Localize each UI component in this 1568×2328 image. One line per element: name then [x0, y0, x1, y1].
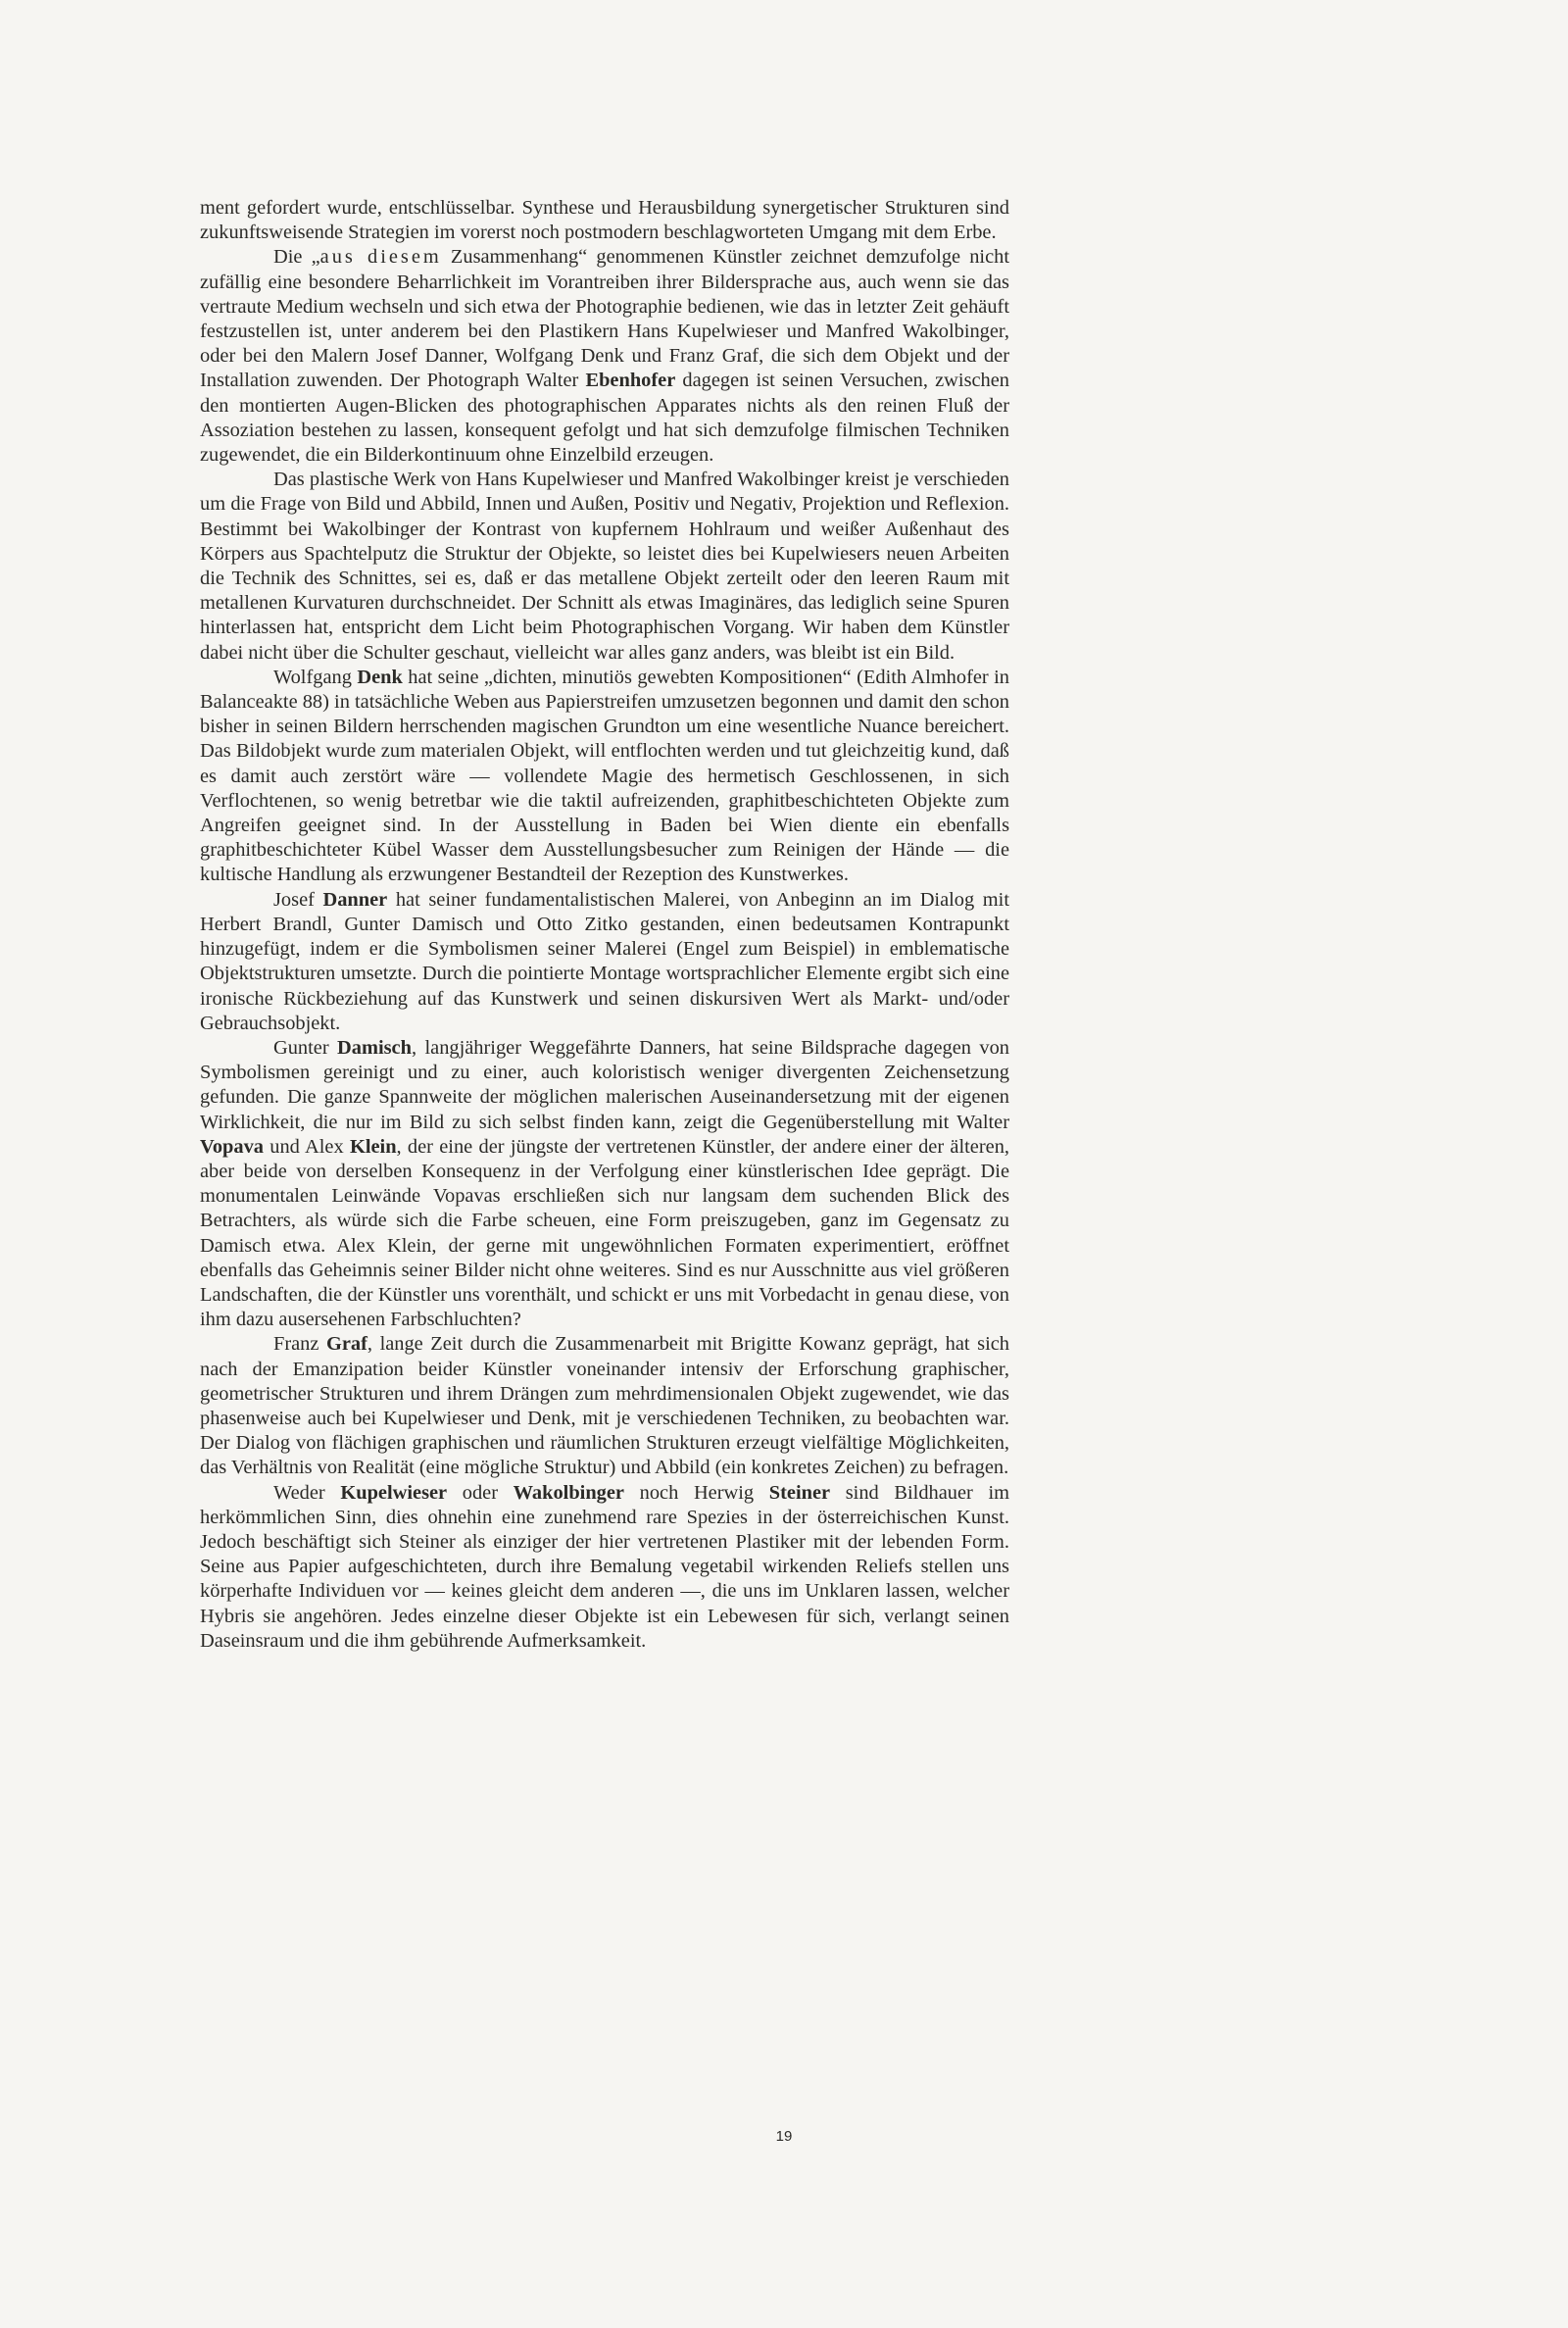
- text-run: Die „: [273, 246, 320, 269]
- text-run: , der eine der jüngste der vertretenen Künstler, der andere einer der älteren, aber beide von derselben Konsequenz in der Verfolgung einer künstlerischen Idee geprägt. Die monumentalen Leinwände Vopavas erschließen sich nur langsam dem suchenden Blick des Betrachters, als würde sich die Farbe scheuen, eine Form preiszugeben, ganz im Gegensatz zu Damisch etwa. Alex Klein, der gerne mit ungewöhnlichen Formaten experimentiert, eröffnet ebenfalls das Geheimnis seiner Bilder nicht ohne weiteres. Sind es nur Ausschnitte aus viel größeren Landschaften, die der Künstler uns vorenthält, und schickt er uns mit Vorbedacht in genau diese, von ihm dazu ausersehenen Farbschluchten?: [200, 1135, 1009, 1331]
- paragraph-4: [200, 666, 1009, 888]
- text-run: , lange Zeit durch die Zusammenarbeit mit Brigitte Kowanz geprägt, hat sich nach der Emanzipation beider Künstler voneinander intensiv der Erforschung graphischer, geometrischer Strukturen und ihrem Drängen zum mehrdimensionalen Objekt zugewendet, wie das phasenweise auch bei Kupelwieser und Denk, mit je verschiedenen Techniken, zu beobachten war. Der Dialog von flächigen graphischen und räumlichen Strukturen erzeugt vielfältige Möglichkeiten, das Verhältnis von Realität (eine mögliche Struktur) und Abbild (ein konkretes Zeichen) zu befragen.: [200, 1333, 1009, 1479]
- text-run: Das plastische Werk von Hans Kupelwieser und Manfred Wakolbinger kreist je verschieden um die Frage von Bild und Abbild, Innen und Außen, Positiv und Negativ, Projektion und Reflexion. Bestimmt bei Wakolbinger der Kontrast von kupfernem Hohlraum und weißer Außenhaut des Körpers aus Spachtelputz die Struktur der Objekte, so leistet dies bei Kupelwiesers neuen Arbeiten die Technik des Schnittes, sei es, daß er das metallene Objekt zerteilt oder den leeren Raum mit metallenen Kurvaturen durchschneidet. Der Schnitt als etwas Imaginäres, das lediglich seine Spuren hinterlassen hat, entspricht dem Licht beim Photographischen Vorgang. Wir haben dem Künstler dabei nicht über die Schulter geschaut, vielleicht war alles ganz anders, was bleibt ist ein Bild.: [200, 469, 1009, 664]
- paragraph-5: [200, 888, 1009, 1036]
- artist-name-emphasis: Steiner: [768, 1481, 831, 1504]
- artist-name-emphasis: Ebenhofer: [585, 370, 676, 392]
- text-run: Franz: [273, 1333, 326, 1356]
- spaced-emphasis: aus diesem: [319, 246, 442, 269]
- artist-name-emphasis: Denk: [357, 666, 403, 688]
- text-run: noch Herwig: [623, 1481, 769, 1504]
- artist-name-emphasis: Vopava: [200, 1135, 264, 1158]
- artist-name-emphasis: Danner: [322, 888, 388, 911]
- text-run: Gunter: [273, 1036, 338, 1059]
- text-run: hat seiner fundamentalistischen Malerei, von Anbeginn an im Dialog mit Herbert Brandl, Gunter Damisch und Otto Zitko gestanden, einen bedeutsamen Kontrapunkt hinzugefügt, indem er die Symbolismen seiner Malerei (Engel zum Beispiel) in emblematische Objektstrukturen umsetzte. Durch die pointierte Montage wortsprachlicher Elemente ergibt sich eine ironische Rückbeziehung auf das Kunstwerk und seinen diskursiven Wert als Markt- und/oder Gebrauchsobjekt.: [200, 888, 1009, 1034]
- text-run: oder: [447, 1481, 514, 1504]
- text-run: hat seine „dichten, minutiös gewebten Kompositionen“ (Edith Almhofer in Balanceakte 88) in tatsächliche Weben aus Papierstreifen umzusetzen begonnen und damit den schon bisher in seinen Bildern herrschenden magischen Grundton um eine wesentliche Nuance bereichert. Das Bildobjekt wurde zum materialen Objekt, will entflochten werden und tut gleichzeitig kund, daß es damit auch zerstört wäre — vollendete Magie des hermetisch Geschlossenen, in sich Verflochtenen, so wenig betretbar wie die taktil aufreizenden, graphitbeschichteten Objekte zum Angreifen geeignet sind. In der Ausstellung in Baden bei Wien diente ein ebenfalls graphitbeschichteter Kübel Wasser dem Ausstellungsbesucher zum Reinigen der Hände — die kultische Handlung als erzwungener Bestandteil der Rezeption des Kunstwerkes.: [200, 666, 1009, 886]
- artist-name-emphasis: Kupelwieser: [340, 1481, 448, 1504]
- text-run: ment gefordert wurde, entschlüsselbar. Synthese und Herausbildung synergetischer Strukturen sind zukunftsweisende Strategien im vorerst noch postmodern beschlagworteten Umgang mit dem Erbe.: [200, 197, 1009, 244]
- text-run: Josef: [273, 888, 323, 911]
- text-run: Zusammenhang“ genommenen Künstler zeichnet demzufolge nicht zufällig eine besondere Beharrlichkeit im Vorantreiben ihrer Bildersprache aus, auch wenn sie das vertraute Medium wechseln und sich etwa der Photographie bedienen, wie das in letzter Zeit gehäuft festzustellen ist, unter anderem bei den Plastikern Hans Kupelwieser und Manfred Wakolbinger, oder bei den Malern Josef Danner, Wolfgang Denk und Franz Graf, die sich dem Objekt und der Installation zuwenden. Der Photograph Walter: [200, 246, 1010, 392]
- page-number: 19: [775, 2128, 793, 2145]
- paragraph-7: [200, 1332, 1009, 1480]
- artist-name-emphasis: Graf: [326, 1333, 368, 1356]
- text-run: Weder: [273, 1481, 341, 1504]
- text-run: sind Bildhauer im herkömmlichen Sinn, dies ohnehin eine zunehmend rare Spezies in der österreichischen Kunst. Jedoch beschäftigt sich Steiner als einziger der hier vertretenen Plastiker mit der lebenden Form. Seine aus Papier aufgeschichteten, durch ihre Bemalung vegetabil wirkenden Reliefs stellen uns körperhafte Individuen vor — keines gleicht dem anderen —, die uns im Unklaren lassen, welcher Hybris sie angehören. Jedes einzelne dieser Objekte ist ein Lebewesen für sich, verlangt seinen Daseinsraum und die ihm gebührende Aufmerksamkeit.: [200, 1481, 1009, 1652]
- paragraph-3: [200, 468, 1009, 666]
- text-run: dagegen ist seinen Versuchen, zwischen den montierten Augen-Blicken des photographischen Apparates nichts als den reinen Fluß der Assoziation bestehen zu lassen, konsequent gefolgt und hat sich demzufolge filmischen Techniken zugewendet, die ein Bilderkontinuum ohne Einzelbild erzeugen.: [200, 370, 1009, 467]
- text-run: und Alex: [263, 1135, 350, 1158]
- paragraph-6: [200, 1036, 1009, 1332]
- text-run: , langjähriger Weggefährte Danners, hat seine Bildsprache dagegen von Symbolismen gereinigt und zu einer, auch koloristisch weniger divergenten Zeichensetzung gefunden. Die ganze Spannweite der möglichen malerischen Auseinandersetzung mit der eigenen Wirklichkeit, die nur im Bild zu sich selbst finden kann, zeigt die Gegenüberstellung mit Walter: [200, 1036, 1009, 1133]
- paragraph-2: [200, 245, 1009, 468]
- paragraph-8: [200, 1481, 1009, 1654]
- paragraph-1: [200, 196, 1009, 245]
- text-run: Wolfgang: [273, 666, 358, 688]
- artist-name-emphasis: Klein: [349, 1135, 397, 1158]
- artist-name-emphasis: Wakolbinger: [513, 1481, 624, 1504]
- article-body: [200, 196, 1009, 1654]
- artist-name-emphasis: Damisch: [337, 1036, 412, 1059]
